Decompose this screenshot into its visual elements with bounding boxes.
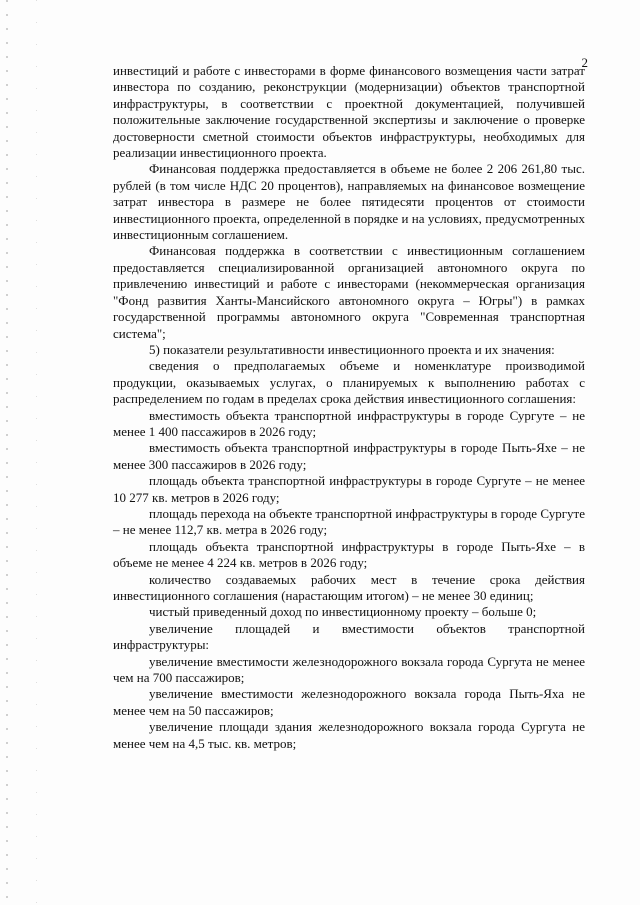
paragraph: увеличение площадей и вместимости объектов транспортной инфраструктуры: <box>113 620 585 653</box>
paragraph: вместимость объекта транспортной инфраструктуры в городе Пыть-Яхе – не менее 300 пассажиров в 2026 году; <box>113 440 585 472</box>
document-body <box>113 63 585 752</box>
paragraph: вместимость объекта транспортной инфраструктуры в городе Сургуте – не менее 1 400 пассажиров в 2026 году; <box>113 407 585 439</box>
paragraph: площадь перехода на объекте транспортной инфраструктуры в городе Сургуте – не менее 112,7 кв. метра в 2026 году; <box>113 505 585 538</box>
paragraph: площадь объекта транспортной инфраструктуры в городе Пыть-Яхе – в объеме не менее 4 224 кв. метров в 2026 году; <box>113 538 585 571</box>
paragraph: Финансовая поддержка предоставляется в объеме не более 2 206 261,80 тыс. рублей (в том числе НДС 20 процентов), направляемых на финансовое возмещение затрат инвестора в размере не более пятидесяти процентов от стоимости инвестиционного проекта, определенной в порядке и на условиях, предусмотренных инвестиционным соглашением. <box>113 161 585 243</box>
paragraph: инвестиций и работе с инвесторами в форме финансового возмещения части затрат инвестора по созданию, реконструкции (модернизации) объектов транспортной инфраструктуры, в соответствии с проектной документацией, получившей положительные заключение государственной экспертизы и заключение о проверке достоверности сметной стоимости объектов инфраструктуры, необходимых для реализации инвестиционного проекта. <box>113 63 585 161</box>
paragraph: увеличение площади здания железнодорожного вокзала города Сургута не менее чем на 4,5 тыс. кв. метров; <box>113 719 585 751</box>
paragraph: увеличение вместимости железнодорожного вокзала города Пыть-Яха не менее чем на 50 пассажиров; <box>113 686 585 718</box>
paragraph: 5) показатели результативности инвестиционного проекта и их значения: <box>149 341 555 357</box>
scan-edge-artifact <box>6 0 8 905</box>
page-number: 2 <box>581 55 588 70</box>
paragraph: площадь объекта транспортной инфраструктуры в городе Сургуте – не менее 10 277 кв. метров в 2026 году; <box>113 473 585 505</box>
paragraph: Финансовая поддержка в соответствии с инвестиционным соглашением предоставляется специализированной организацией автономного округа по привлечению инвестиций и работе с инвесторами (некоммерческая организация "Фонд развития Ханты-Мансийского автономного округа – Югры") в рамках государственной программы автономного округа "Современная транспортная система"; <box>113 243 585 341</box>
scan-edge-artifact <box>36 0 37 905</box>
paragraph: количество создаваемых рабочих мест в течение срока действия инвестиционного соглашения (нарастающим итогом) – не менее 30 единиц; <box>113 571 585 603</box>
paragraph: увеличение вместимости железнодорожного вокзала города Сургута не менее чем на 700 пассажиров; <box>113 653 585 686</box>
paragraph: сведения о предполагаемых объеме и номенклатуре производимой продукции, оказываемых услугах, о планируемых к выполнению работах с распределением по годам в пределах срока действия инвестиционного соглашения: <box>113 358 585 407</box>
paragraph: чистый приведенный доход по инвестиционному проекту – больше 0; <box>149 604 537 620</box>
